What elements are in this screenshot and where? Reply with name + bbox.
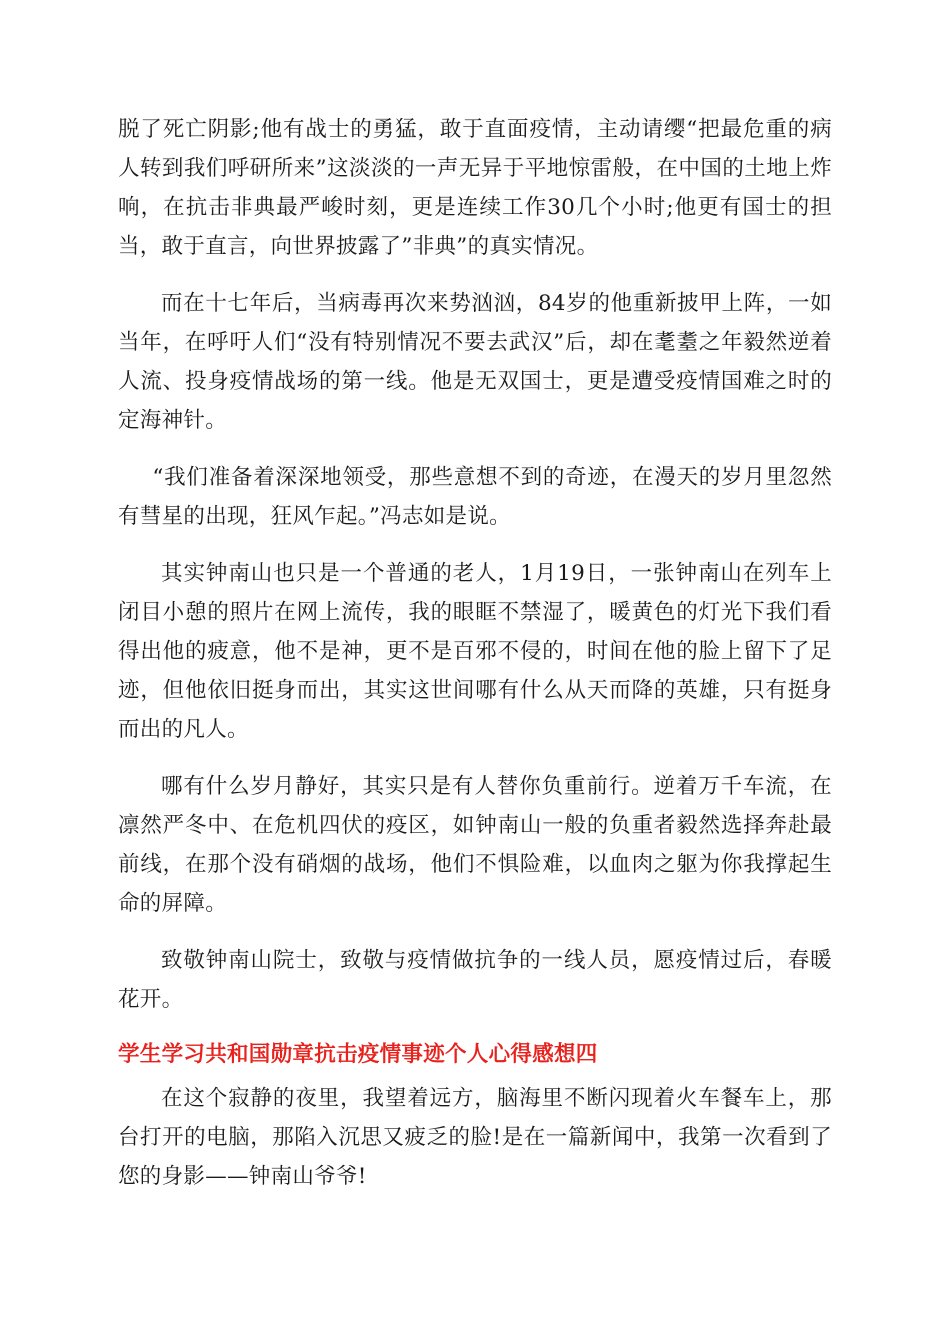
paragraph-carry-the-burden: 哪有什么岁月静好，其实只是有人替你负重前行。逆着万千车流，在凛然严冬中、在危机四伏的疫区，如钟南山一般的负重者毅然选择奔赴最前线，在那个没有硝烟的战场，他们不惧险难，以血肉之躯为你我撑起生命的屏障。 xyxy=(118,774,832,916)
paragraph-continuation: 脱了死亡阴影;他有战士的勇猛，敢于直面疫情，主动请缨“把最危重的病人转到我们呼研所来”这淡淡的一声无异于平地惊雷般，在中国的土地上炸响，在抗击非典最严峻时刻，更是连续工作30几个小时;他更有国士的担当，敢于直言，向世界披露了”非典”的真实情况。 xyxy=(118,117,832,259)
section-heading: 学生学习共和国勋章抗击疫情事迹个人心得感想四 xyxy=(118,1042,598,1067)
paragraph-quiet-night: 在这个寂静的夜里，我望着远方，脑海里不断闪现着火车餐车上，那台打开的电脑，那陷入沉思又疲乏的脸!是在一篇新闻中，我第一次看到了您的身影——钟南山爷爷! xyxy=(118,1086,832,1189)
paragraph-quote: “我们准备着深深地领受，那些意想不到的奇迹，在漫天的岁月里忽然有彗星的出现，狂风乍起。”冯志如是说。 xyxy=(118,465,832,529)
paragraph-salute: 致敬钟南山院士，致敬与疫情做抗争的一线人员，愿疫情过后，春暖花开。 xyxy=(118,948,832,1012)
paragraph-ordinary-old-man: 其实钟南山也只是一个普通的老人，1月19日，一张钟南山在列车上闭目小憩的照片在网上流传，我的眼眶不禁湿了，暖黄色的灯光下我们看得出他的疲意，他不是神，更不是百邪不侵的，时间在他的脸上留下了足迹，但他依旧挺身而出，其实这世间哪有什么从天而降的英雄，只有挺身而出的凡人。 xyxy=(118,561,832,742)
paragraph-return-after-seventeen-years: 而在十七年后，当病毒再次来势汹汹，84岁的他重新披甲上阵，一如当年，在呼吁人们“没有特别情况不要去武汉”后，却在耄耋之年毅然逆着人流、投身疫情战场的第一线。他是无双国士，更是遭受疫情国难之时的定海神针。 xyxy=(118,291,832,433)
